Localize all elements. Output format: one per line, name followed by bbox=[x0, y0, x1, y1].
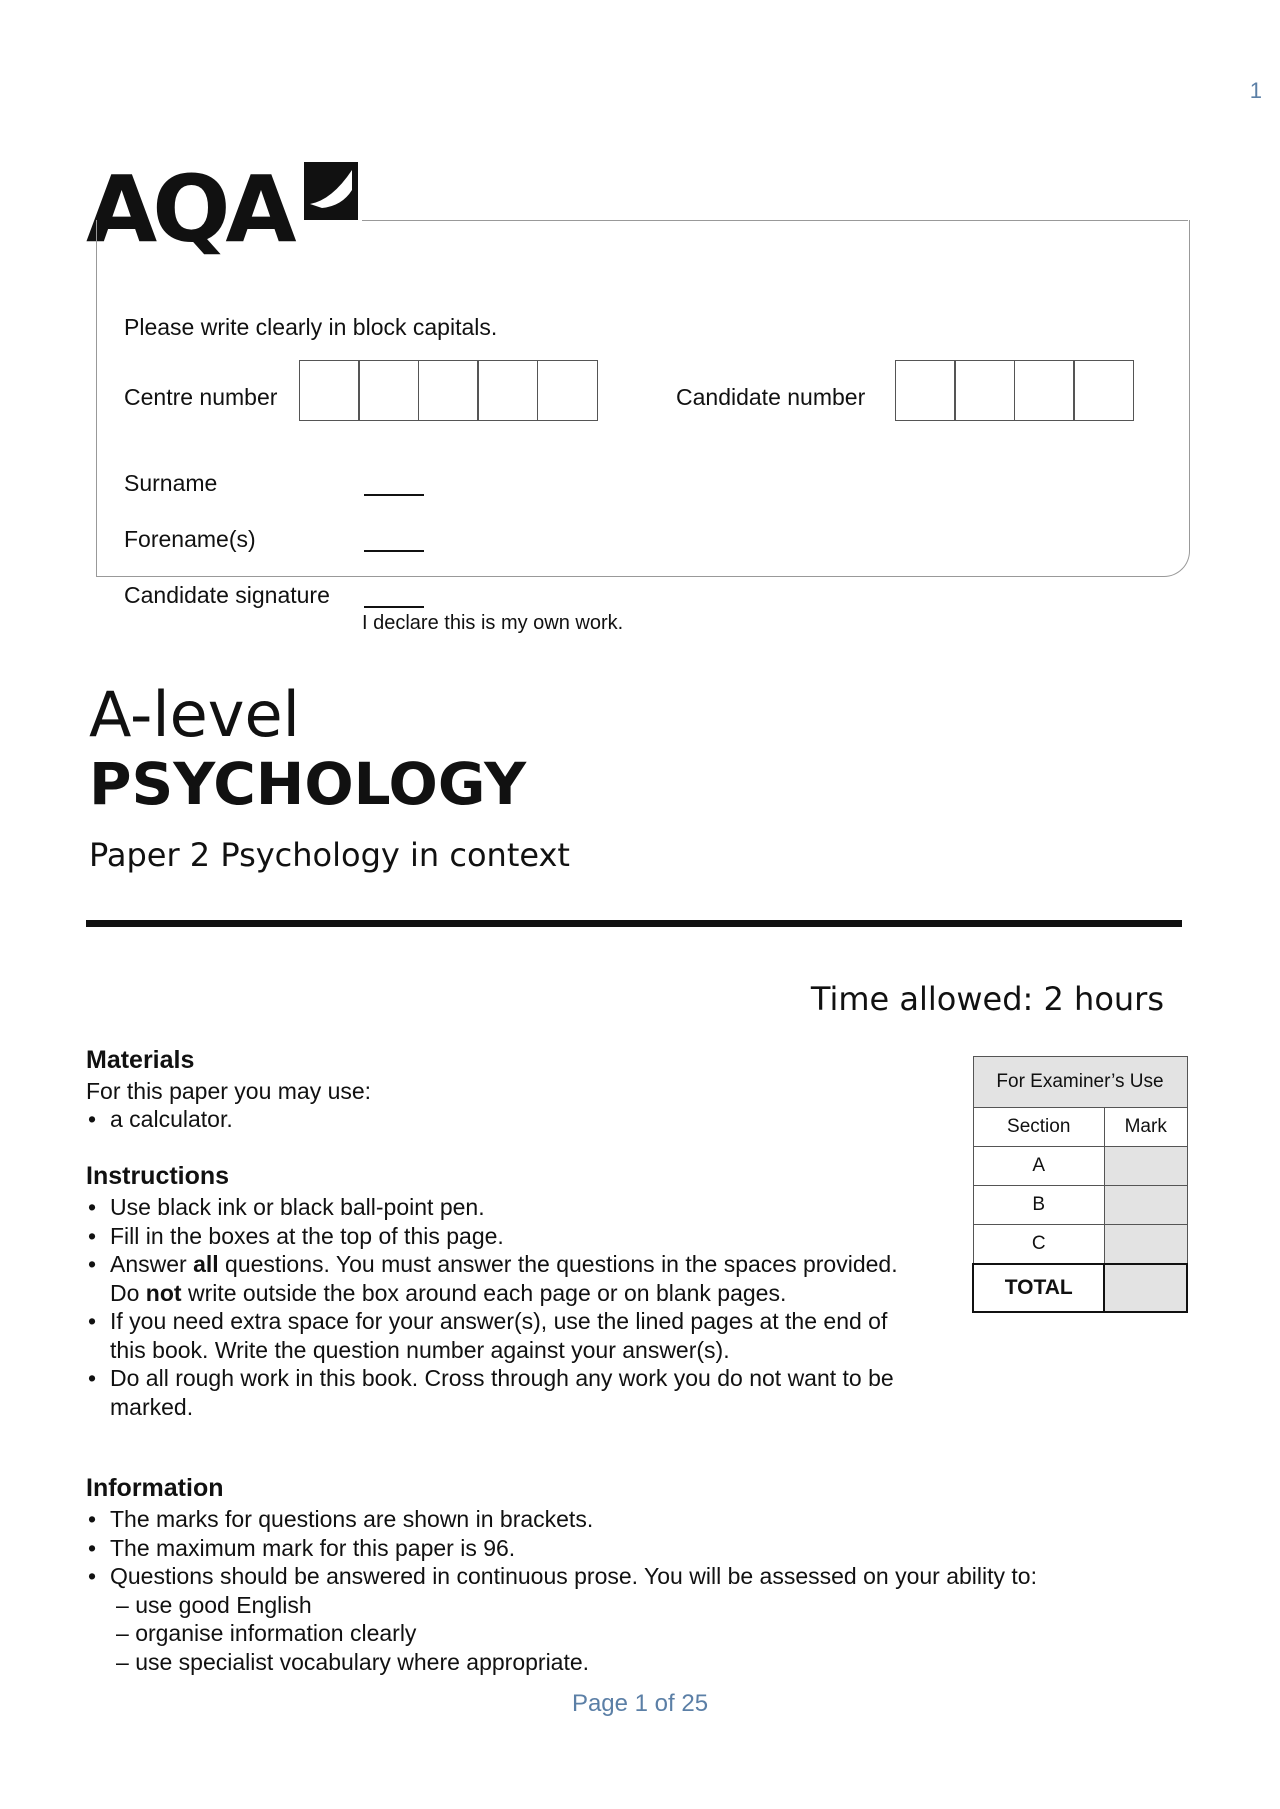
information-section bbox=[86, 1474, 1186, 1676]
page-footer: Page 1 of 25 bbox=[571, 1690, 709, 1717]
forename-label: Forename(s) bbox=[124, 526, 256, 552]
instruction-item bbox=[86, 1250, 906, 1307]
signature-label: Candidate signature bbox=[124, 582, 330, 608]
mark-cell[interactable] bbox=[1104, 1147, 1187, 1186]
instruction-item: • If you need extra space for your answer(s), use the lined pages at the end of this book. Write the question number against your answer(s). bbox=[86, 1307, 906, 1364]
mark-cell[interactable] bbox=[1104, 1225, 1187, 1265]
information-item: • The maximum mark for this paper is 96. bbox=[86, 1534, 1186, 1563]
instruction-emphasis: not bbox=[145, 1279, 182, 1306]
materials-heading: Materials bbox=[86, 1046, 195, 1074]
centre-number-cell[interactable] bbox=[418, 360, 479, 421]
total-mark-cell[interactable] bbox=[1104, 1264, 1187, 1312]
materials-section bbox=[86, 1046, 926, 1134]
surname-label: Surname bbox=[124, 470, 218, 496]
subject-title: PSYCHOLOGY bbox=[89, 750, 527, 818]
examiner-table-heading: For Examiner’s Use bbox=[973, 1057, 1187, 1108]
centre-number-cell[interactable] bbox=[477, 360, 538, 421]
centre-number-cell[interactable] bbox=[358, 360, 419, 421]
instruction-text: Answer bbox=[110, 1251, 194, 1277]
assessment-criterion: – use specialist vocabulary where appropriate. bbox=[116, 1648, 1186, 1677]
candidate-number-cell[interactable] bbox=[1073, 360, 1134, 421]
block-capitals-instruction: Please write clearly in block capitals. bbox=[124, 314, 498, 340]
logo-mark-icon bbox=[302, 160, 360, 222]
centre-number-boxes bbox=[300, 360, 598, 421]
paper-title: Paper 2 Psychology in context bbox=[89, 836, 570, 874]
candidate-number-boxes bbox=[896, 360, 1134, 421]
section-label: B bbox=[973, 1186, 1104, 1225]
page-number: 1 bbox=[1249, 78, 1262, 103]
instruction-item: • Fill in the boxes at the top of this page. bbox=[86, 1222, 906, 1251]
total-label: TOTAL bbox=[973, 1264, 1104, 1312]
information-item: • The marks for questions are shown in brackets. bbox=[86, 1505, 1186, 1534]
candidate-number-cell[interactable] bbox=[1014, 360, 1075, 421]
instruction-text: write outside the box around each page or on blank pages. bbox=[181, 1279, 787, 1306]
centre-number-cell[interactable] bbox=[299, 360, 360, 421]
examiner-use-table bbox=[972, 1056, 1188, 1313]
mark-column-header: Mark bbox=[1104, 1108, 1187, 1147]
section-label: A bbox=[973, 1147, 1104, 1186]
time-allowed: Time allowed: 2 hours bbox=[810, 980, 1164, 1018]
materials-intro: For this paper you may use: bbox=[86, 1078, 372, 1104]
candidate-number-cell[interactable] bbox=[954, 360, 1015, 421]
instructions-section bbox=[86, 1162, 906, 1421]
surname-field[interactable] bbox=[364, 494, 424, 496]
signature-field[interactable] bbox=[364, 606, 424, 608]
forename-field[interactable] bbox=[364, 550, 424, 552]
section-label: C bbox=[973, 1225, 1104, 1265]
declaration-text: I declare this is my own work. bbox=[362, 612, 624, 634]
centre-number-cell[interactable] bbox=[537, 360, 598, 421]
instruction-emphasis: all bbox=[193, 1251, 219, 1277]
assessment-criterion: – organise information clearly bbox=[116, 1619, 1186, 1648]
information-item: • Questions should be answered in continuous prose. You will be assessed on your ability to: bbox=[86, 1562, 1186, 1591]
assessment-criterion: – use good English bbox=[116, 1591, 1186, 1620]
centre-number-label: Centre number bbox=[124, 384, 278, 410]
section-column-header: Section bbox=[973, 1108, 1104, 1147]
candidate-number-cell[interactable] bbox=[895, 360, 956, 421]
information-heading: Information bbox=[86, 1474, 224, 1502]
candidate-number-label: Candidate number bbox=[676, 384, 866, 410]
materials-item: • a calculator. bbox=[86, 1105, 926, 1134]
instructions-heading: Instructions bbox=[86, 1162, 230, 1190]
mark-cell[interactable] bbox=[1104, 1186, 1187, 1225]
logo-text: AQA bbox=[86, 156, 292, 263]
qualification-level: A-level bbox=[89, 678, 300, 751]
instruction-text: questions. You must answer the questions in the spaces provided. Do bbox=[110, 1251, 898, 1306]
title-divider bbox=[86, 920, 1182, 927]
instruction-item: • Do all rough work in this book. Cross through any work you do not want to be marked. bbox=[86, 1364, 906, 1421]
instruction-item: • Use black ink or black ball-point pen. bbox=[86, 1193, 906, 1222]
